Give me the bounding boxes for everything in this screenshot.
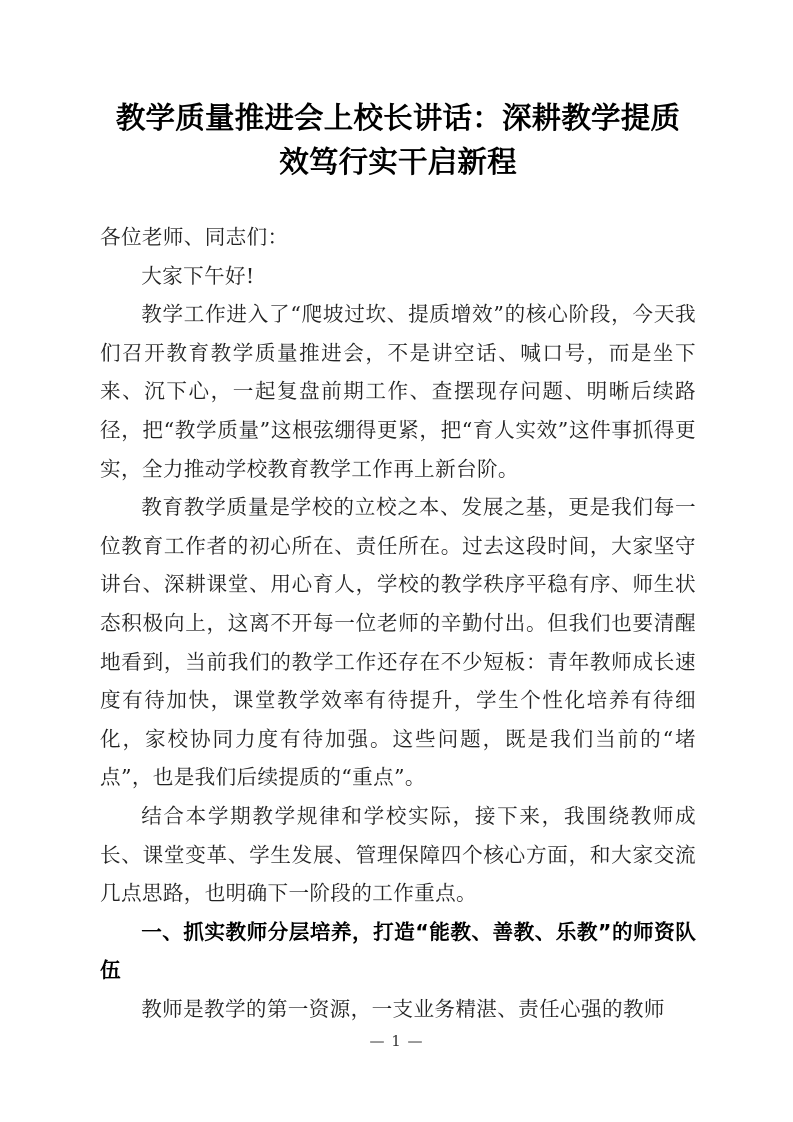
document-body	[100, 96, 696, 1028]
page-number-footer: — 1 —	[369, 1032, 424, 1050]
paragraph-2: 教育教学质量是学校的立校之本、发展之基，更是我们每一位教育工作者的初心所在、责任所在。过去这段时间，大家坚守讲台、深耕课堂、用心育人，学校的教学秩序平稳有序、师生状态积极向上，这离不开每一位老师的辛勤付出。但我们也要清醒地看到，当前我们的教学工作还存在不少短板：青年教师成长速度有待加快，课堂教学效率有待提升，学生个性化培养有待细化，家校协同力度有待加强。这些问题，既是我们当前的“堵点”，也是我们后续提质的“重点”。	[100, 495, 696, 790]
section-heading-1: 一、抓实教师分层培养，打造“能教、善教、乐教”的师资队伍	[100, 919, 696, 983]
salutation-line: 各位老师、同志们：	[100, 225, 289, 249]
paragraph-1: 教学工作进入了“爬坡过坎、提质增效”的核心阶段，今天我们召开教育教学质量推进会，不是讲空话、喊口号，而是坐下来、沉下心，一起复盘前期工作、查摆现存问题、明晰后续路径，把“教学质量”这根弦绷得更紧，把“育人实效”这件事抓得更实，全力推动学校教育教学工作再上新台阶。	[100, 302, 696, 481]
section-body-1: 教师是教学的第一资源，一支业务精湛、责任心强的教师	[141, 996, 665, 1021]
page-title: 教学质量推进会上校长讲话：深耕教学提质效笃行实干启新程	[115, 100, 681, 179]
paragraph-3: 结合本学期教学规律和学校实际，接下来，我围绕教师成长、课堂变革、学生发展、管理保障四个核心方面，和大家交流几点思路，也明确下一阶段的工作重点。	[100, 803, 696, 906]
greeting-line: 大家下午好!	[141, 263, 255, 288]
